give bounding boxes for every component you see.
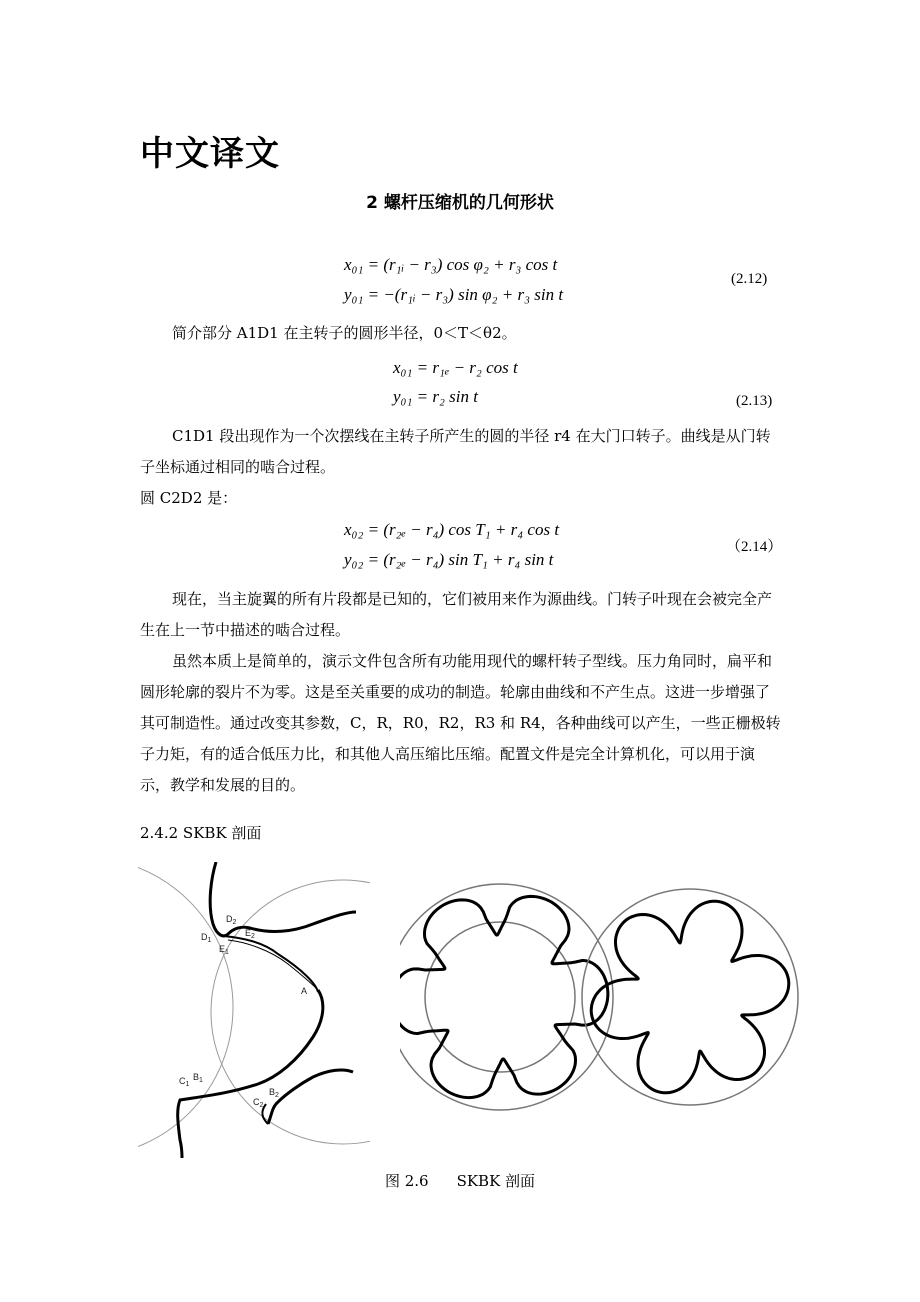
profile-detail-figure bbox=[138, 862, 370, 1158]
figure-number: 图 2.6 bbox=[384, 1172, 429, 1190]
gate-rotor-lobes bbox=[591, 901, 789, 1093]
equation-number-2-12: (2.12) bbox=[731, 271, 768, 287]
paragraph-2: C1D1 段出现作为一个次摆线在主转子所产生的圆的半径 r4 在大门口转子。曲线是从门转子坐标通过相同的啮合过程。 bbox=[140, 427, 771, 476]
label-d2: $D_2$ bbox=[226, 914, 237, 926]
equation-2-13-line1: x₀₁ = r₁ₑ − r₂ cos t bbox=[393, 358, 518, 377]
label-e2: $E_2$ bbox=[245, 928, 255, 940]
gate-rotor-outer-circle bbox=[582, 889, 798, 1105]
main-rotor bbox=[400, 884, 613, 1110]
gate-rotor-lobe bbox=[268, 1070, 353, 1124]
label-b1: $B_1$ bbox=[193, 1072, 203, 1084]
rack-segment-inner bbox=[228, 940, 318, 990]
gate-rotor-profile bbox=[178, 990, 323, 1158]
equation-2-14-line1: x₀₂ = (r₂ₑ − r₄) cos T₁ + r₄ cos t bbox=[344, 520, 560, 539]
label-c1: $C_1$ bbox=[179, 1076, 190, 1088]
equation-2-13-line2: y₀₁ = r₂ sin t bbox=[393, 387, 478, 406]
main-rotor-lobes bbox=[400, 896, 608, 1097]
paragraph-4: 现在，当主旋翼的所有片段都是已知的，它们被用来作为源曲线。门转子叶现在会被完全产生在上一节中描述的啮合过程。 bbox=[140, 590, 773, 639]
equation-2-12-line1: x₀₁ = (r₁ᵢ − r₃) cos φ₂ + r₃ cos t bbox=[344, 255, 558, 274]
equation-2-12-line2: y₀₁ = −(r₁ᵢ − r₃) sin φ₂ + r₃ sin t bbox=[344, 285, 564, 304]
label-b2: $B_2$ bbox=[269, 1087, 279, 1099]
paragraph-5: 虽然本质上是简单的，演示文件包含所有功能用现代的螺杆转子型线。压力角同时，扁平和圆形轮廓的裂片不为零。这是至关重要的成功的制造。轮廓由曲线和不产生点。这进一步增强了其可制造性。通过改变其参数，C，R，R0，R2，R3 和 R4，各种曲线可以产生，一些正栅极转子力矩，有的适合低压力比，和其他人高压缩比压缩。配置文件是完全计算机化，可以用于演示，教学和发展的目的。 bbox=[140, 652, 781, 794]
equation-2-14-line2: y₀₂ = (r₂ₑ − r₄) sin T₁ + r₄ sin t bbox=[344, 550, 554, 569]
paragraph-1: 简介部分 A1D1 在主转子的圆形半径，0＜T＜θ2。 bbox=[172, 324, 517, 342]
rotor-pair-figure bbox=[400, 872, 800, 1122]
label-e1: $E_1$ bbox=[219, 944, 229, 956]
label-a: A bbox=[301, 986, 308, 996]
section-title: 2 螺杆压缩机的几何形状 bbox=[366, 193, 554, 213]
figure-caption bbox=[0, 1170, 920, 1191]
equation-number-2-14: （2.14） bbox=[726, 539, 783, 555]
label-d1: $D_1$ bbox=[201, 932, 212, 944]
equation-number-2-13: (2.13) bbox=[736, 393, 773, 409]
page-title: 中文译文 bbox=[140, 134, 280, 174]
section-heading: 2.4.2 SKBK 剖面 bbox=[140, 824, 262, 842]
gate-rotor bbox=[582, 889, 798, 1105]
reference-circle-left bbox=[138, 862, 233, 1157]
figure-title: SKBK 剖面 bbox=[456, 1172, 536, 1190]
rack-segment bbox=[224, 936, 318, 992]
main-rotor-pitch-circle bbox=[425, 922, 575, 1072]
paragraph-3: 圆 C2D2 是： bbox=[140, 489, 238, 507]
label-c2: $C_2$ bbox=[253, 1097, 264, 1109]
